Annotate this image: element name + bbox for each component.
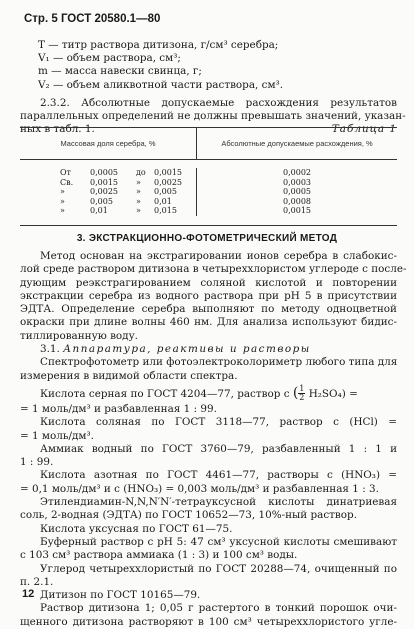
paragraph-line: соль, 2-водная (ЭДТА) по ГОСТ 10652—73, 10%-ный раствор.	[20, 509, 357, 522]
paragraph-line: щенного дитизона растворяют в 100 см³ четыреххлористого угле-	[20, 615, 397, 628]
paragraph-line: тиллированную воду.	[20, 329, 138, 342]
paragraph-line: Кислота уксусная по ГОСТ 61—75.	[40, 522, 233, 535]
subsection-heading: 3.1. Аппаратура, реактивы и растворы	[40, 343, 311, 356]
paragraph-line: экстракции серебра из водного раствора при pH 5 в присутствии	[20, 289, 397, 302]
section-title: 3. ЭКСТРАКЦИОННО-ФОТОМЕТРИЧЕСКИЙ МЕТОД	[76, 233, 338, 244]
variable-definitions	[38, 39, 414, 92]
definition-line: V₁ — объем раствора, см³;	[38, 52, 181, 65]
paragraph-line: Кислота соляная по ГОСТ 3118—77, раствор с (HCl) =	[40, 416, 397, 429]
page-number: 12	[22, 588, 35, 600]
table-row: » 0,0025 » 0,005	[60, 187, 177, 197]
table-header	[20, 128, 397, 160]
table-row: » 0,005 » 0,01	[60, 196, 172, 206]
paragraph-line: измерения в видимой области спектра.	[20, 369, 238, 382]
paragraph-line: 1 : 99.	[20, 456, 54, 469]
table-cell: 0,0008	[283, 196, 311, 206]
paragraph-line: = 1 моль/дм³.	[20, 429, 94, 442]
page-header: Стр. 5 ГОСТ 20580.1—80	[24, 13, 161, 25]
tolerance-column	[196, 168, 397, 216]
table-cell: 0,0002	[283, 168, 311, 177]
paragraph-line: с 103 см³ раствора аммиака (1 : 3) и 100 см³ воды.	[20, 549, 298, 562]
paragraph-line: Аммиак водный по ГОСТ 3760—79, разбавленный 1 : 1 и	[40, 442, 397, 455]
table-cell: 0,0005	[283, 187, 311, 197]
mass-fraction-column	[20, 168, 196, 216]
paragraph-line: окраски при длине волны 460 нм. Для анализа используют бидис-	[20, 316, 397, 329]
paragraph-line: Углерод четыреххлористый по ГОСТ 20288—74, очищенный по	[40, 562, 397, 575]
paragraph-line: п. 2.1.	[20, 575, 54, 588]
paragraph-line: Этилендиамин-N,N,N′N′-тетрауксусной кислоты динатриевая	[40, 496, 397, 509]
definition-line: V₂ — объем аликвотной части раствора, см³.	[38, 78, 284, 91]
table-cell: 0,0015	[283, 206, 311, 216]
table-body	[20, 160, 397, 225]
table-row: Св. 0,0015 » 0,0025	[60, 177, 182, 187]
method-section-body	[20, 250, 407, 629]
paragraph-line: 2.3.2. Абсолютные допускаемые расхождения результатов	[40, 97, 397, 109]
paragraph-line: Раствор дитизона 1; 0,05 г растертого в тонкий порошок очи-	[40, 602, 397, 615]
table-cell: 0,0003	[283, 177, 311, 187]
fraction: $\frac{1}{2}$	[299, 384, 305, 403]
definition-line: T — титр раствора дитизона, г/см³ серебра;	[38, 39, 279, 51]
paragraph-line: Спектрофотометр или фотоэлектроколориметр любого типа для	[40, 356, 398, 369]
paragraph-line: Дитизон по ГОСТ 10165—79.	[40, 589, 201, 602]
paragraph-line: дующим реэкстрагированием соляной кислотой и повторении	[20, 276, 397, 289]
paragraph-line: ЭДТА. Определение серебра выполняют по методу одноцветной	[20, 303, 397, 316]
paragraph-line: ных в табл. 1.	[20, 123, 95, 136]
table-row: От 0,0005 до 0,0015	[60, 168, 182, 177]
table-row: » 0,01 » 0,015	[60, 206, 177, 216]
definition-line: m — масса навески свинца, г;	[38, 65, 202, 78]
paragraph-line: параллельных определений не должны превышать значений, указан-	[20, 110, 406, 123]
column-header-mass-fraction: Массовая доля серебра, %	[60, 138, 156, 148]
paragraph-line: лой среде раствором дитизона в четыреххлористом углероде с после-	[20, 263, 407, 276]
table-1	[20, 127, 397, 226]
paragraph-line: Метод основан на экстрагировании ионов серебра в слабокис-	[40, 250, 397, 262]
paragraph-line: = 0,1 моль/дм³ и с (HNO₃) = 0,003 моль/дм³ и разбавленная 1 : 3.	[20, 482, 379, 495]
column-header-tolerance: Абсолютные допускаемые расхождения, %	[196, 128, 397, 159]
paragraph-line: Кислота азотная по ГОСТ 4461—77, растворы с (HNO₃) =	[40, 469, 397, 482]
paragraph-line: = 1 моль/дм³ и разбавленная 1 : 99.	[20, 402, 217, 415]
table-caption: Таблица 1	[331, 123, 397, 136]
paragraph-line: Буферный раствор с pH 5: 47 см³ уксусной кислоты смешивают	[40, 535, 397, 548]
sulfuric-acid-line: Кислота серная по ГОСТ 4204—77, раствор с ( $\frac{1}{2}$ H₂SO₄) =	[40, 384, 358, 403]
